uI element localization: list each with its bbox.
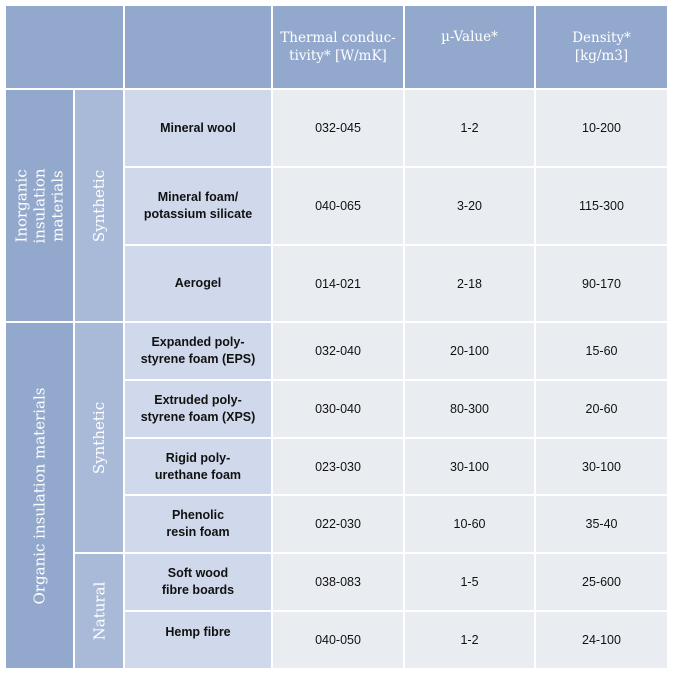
- density-cell: 10-200: [536, 90, 667, 166]
- mu-cell: 20-100: [405, 323, 534, 379]
- material-cell: Mineral foam/ potassium silicate: [125, 168, 271, 244]
- thermal-cell: 014-021: [273, 246, 403, 321]
- material-cell: Hemp fibre: [125, 612, 271, 668]
- header-blank-cell: [6, 6, 123, 88]
- thermal-cell: 032-040: [273, 323, 403, 379]
- mu-cell: 10-60: [405, 496, 534, 552]
- group-organic: [6, 323, 73, 668]
- mu-cell: 2-18: [405, 246, 534, 321]
- density-cell: 20-60: [536, 381, 667, 437]
- header-blank-material-cell: [125, 6, 271, 88]
- subgroup-inorganic-synthetic-label: Synthetic: [90, 169, 109, 242]
- density-cell: 24-100: [536, 612, 667, 668]
- subgroup-organic-synthetic-label: Synthetic: [90, 401, 109, 474]
- mu-cell: 1-2: [405, 612, 534, 668]
- material-cell: Mineral wool: [125, 90, 271, 166]
- header-mu-value: µ-Value*: [405, 6, 534, 88]
- material-cell: Expanded poly- styrene foam (EPS): [125, 323, 271, 379]
- thermal-cell: 040-050: [273, 612, 403, 668]
- material-cell: Aerogel: [125, 246, 271, 321]
- subgroup-organic-natural: [75, 554, 123, 668]
- group-organic-label: Organic insulation materials: [30, 387, 49, 604]
- thermal-cell: 038-083: [273, 554, 403, 610]
- density-cell: 30-100: [536, 439, 667, 494]
- mu-cell: 80-300: [405, 381, 534, 437]
- subgroup-organic-synthetic: [75, 323, 123, 552]
- mu-cell: 1-2: [405, 90, 534, 166]
- material-cell: Rigid poly- urethane foam: [125, 439, 271, 494]
- density-cell: 15-60: [536, 323, 667, 379]
- subgroup-organic-natural-label: Natural: [90, 581, 109, 641]
- subgroup-inorganic-synthetic: [75, 90, 123, 321]
- density-cell: 115-300: [536, 168, 667, 244]
- thermal-cell: 032-045: [273, 90, 403, 166]
- density-cell: 35-40: [536, 496, 667, 552]
- density-cell: 90-170: [536, 246, 667, 321]
- material-cell: Extruded poly- styrene foam (XPS): [125, 381, 271, 437]
- group-inorganic-label: Inorganic insulation materials: [12, 167, 67, 244]
- mu-cell: 30-100: [405, 439, 534, 494]
- header-density: Density* [kg/m3]: [536, 6, 667, 88]
- mu-cell: 1-5: [405, 554, 534, 610]
- thermal-cell: 030-040: [273, 381, 403, 437]
- header-thermal-conductivity: Thermal conduc- tivity* [W/mK]: [273, 6, 403, 88]
- mu-cell: 3-20: [405, 168, 534, 244]
- material-cell: Phenolic resin foam: [125, 496, 271, 552]
- group-inorganic: [6, 90, 73, 321]
- thermal-cell: 022-030: [273, 496, 403, 552]
- thermal-cell: 040-065: [273, 168, 403, 244]
- thermal-cell: 023-030: [273, 439, 403, 494]
- material-cell: Soft wood fibre boards: [125, 554, 271, 610]
- density-cell: 25-600: [536, 554, 667, 610]
